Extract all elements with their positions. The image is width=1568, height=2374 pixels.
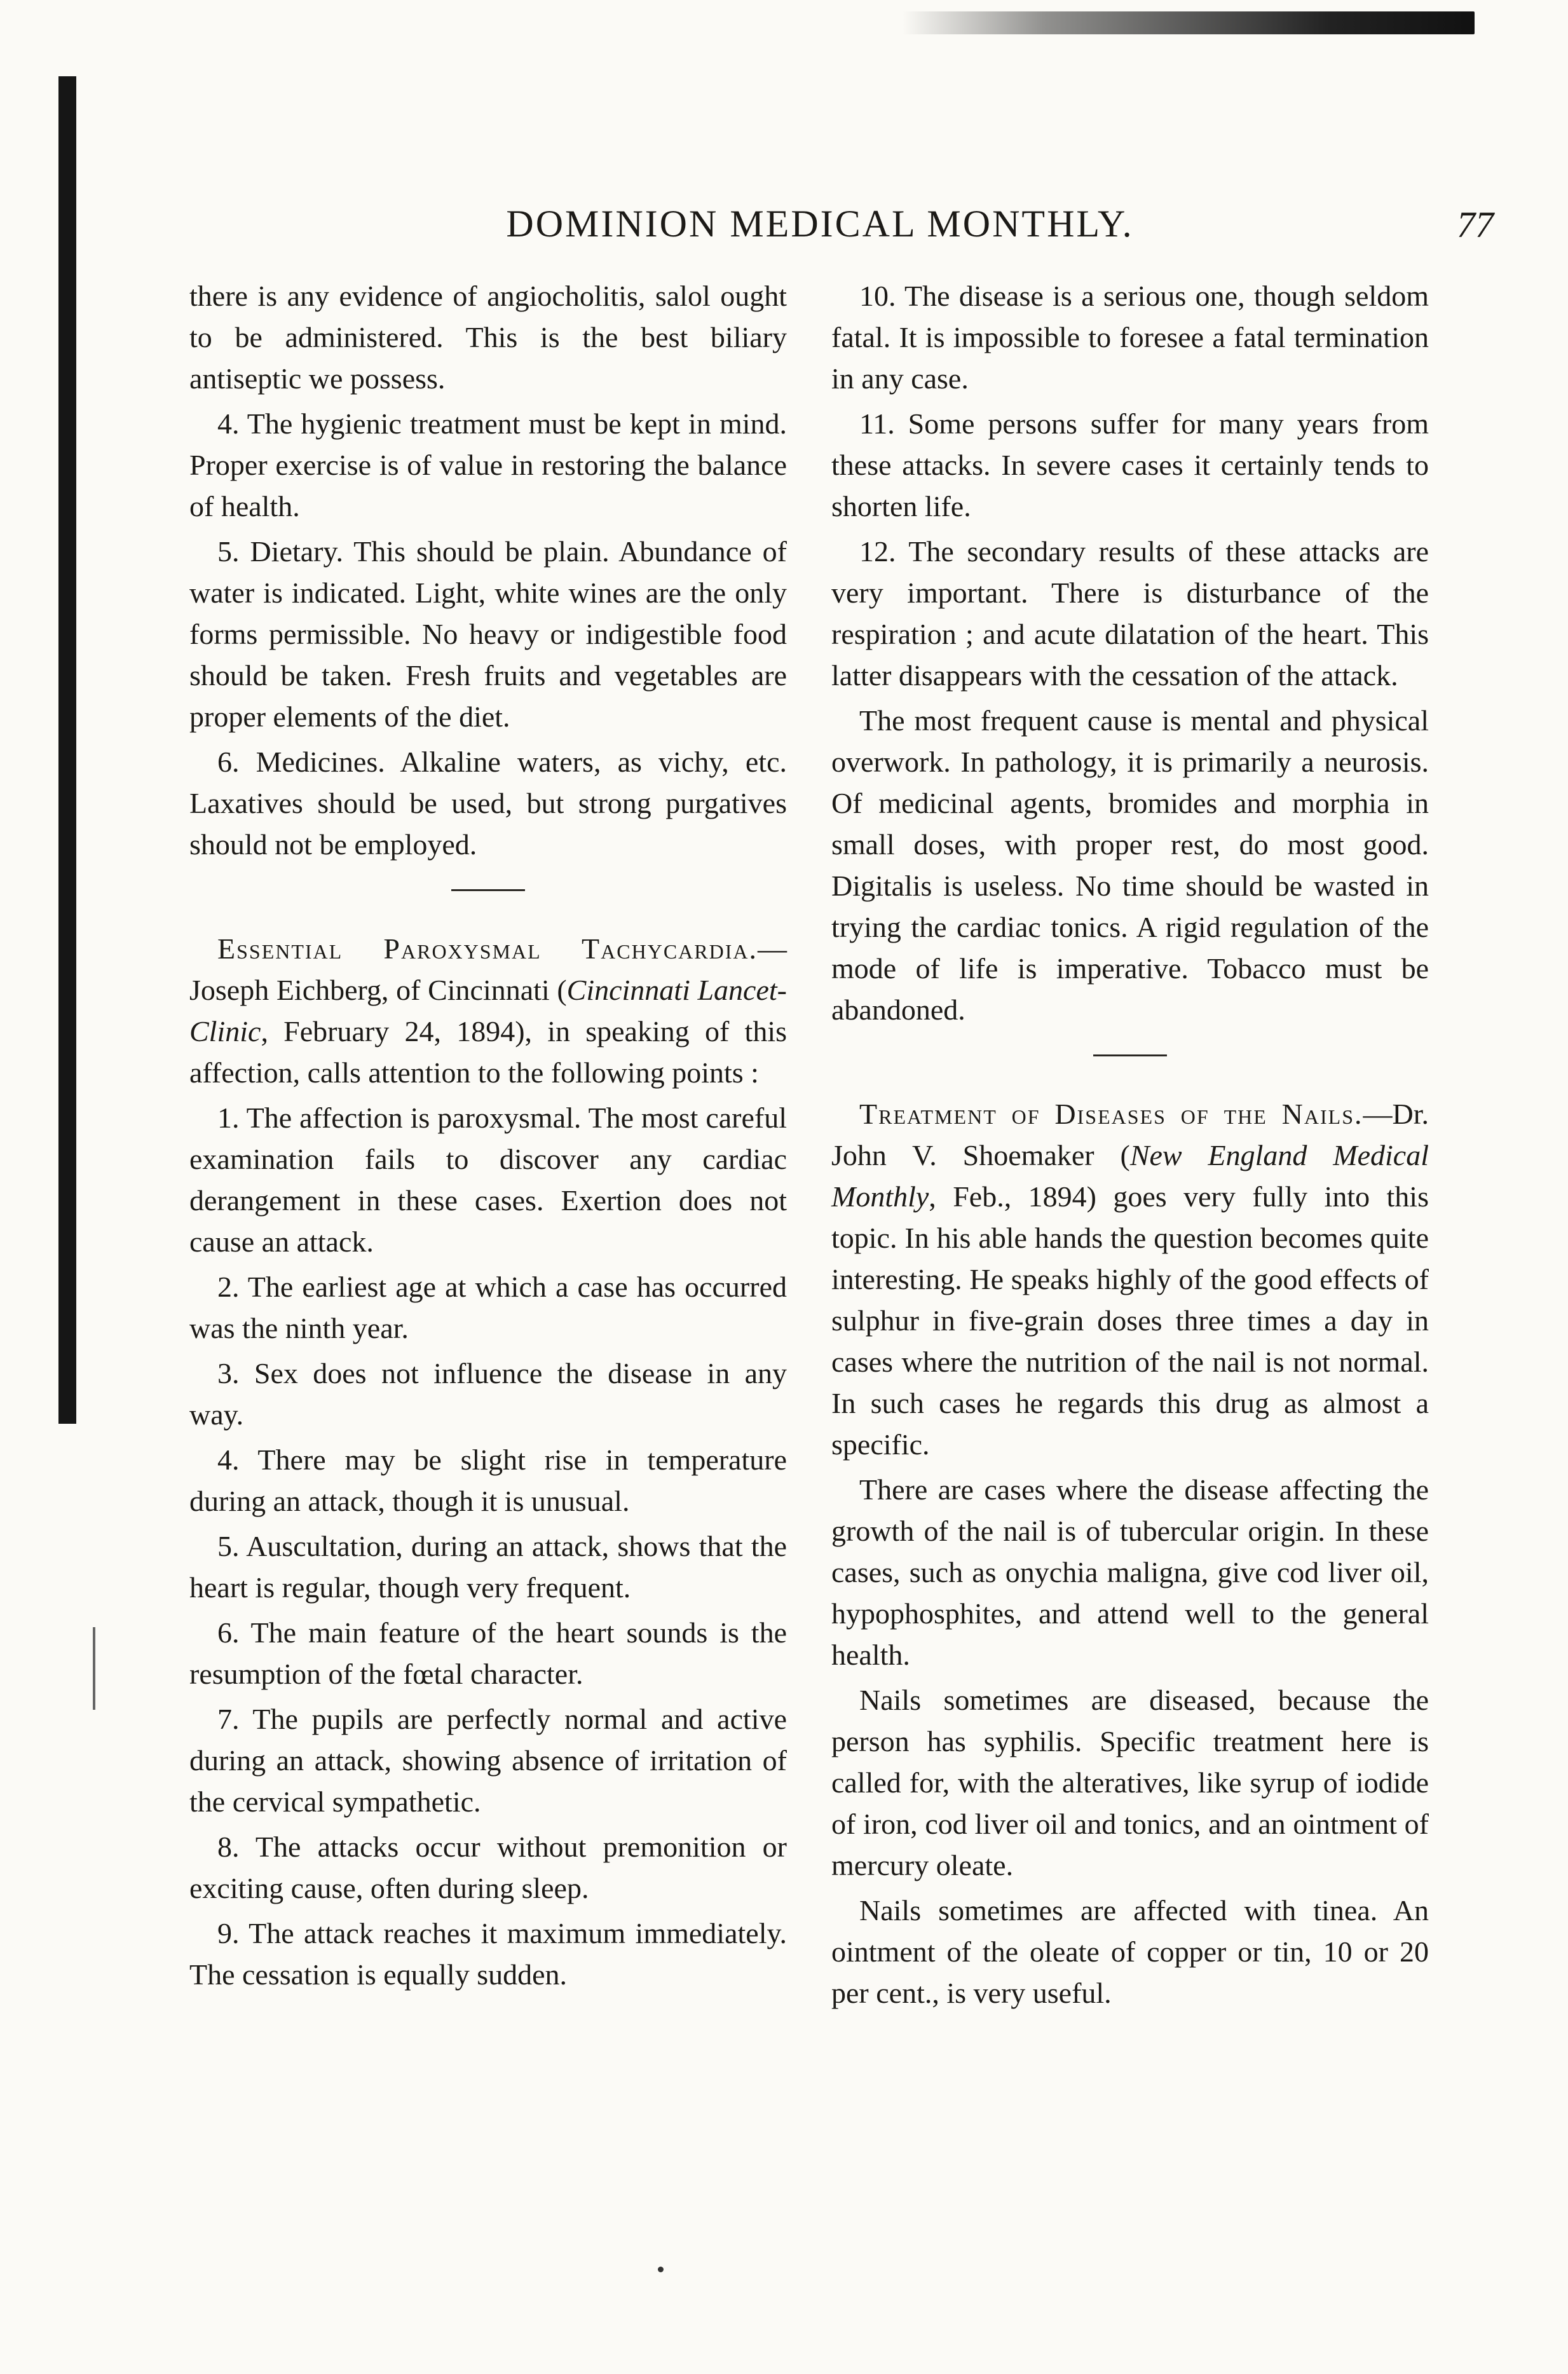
left-column: [189, 275, 787, 1999]
print-mark: [658, 2267, 664, 2272]
paragraph: There are cases where the disease affecting the growth of the nail is of tubercular origin. In these cases, such as onychia maligna, give cod liver oil, hypophosphites, and attend well to the general health.: [831, 1473, 1429, 1671]
numbered-point: 9. The attack reaches it maximum immediately. The cessation is equally sudden.: [189, 1917, 787, 1991]
numbered-point: 12. The secondary results of these attacks are very important. There is disturbance of the respiration ; and acute dilatation of the heart. This latter disappears with the cessation of the attack.: [831, 535, 1429, 692]
numbered-point: 2. The earliest age at which a case has occurred was the ninth year.: [189, 1271, 787, 1344]
paragraph: 4. The hygienic treatment must be kept in mind. Proper exercise is of value in restoring the balance of health.: [189, 407, 787, 522]
section-divider: [1093, 1054, 1167, 1056]
numbered-point: 4. There may be slight rise in temperature during an attack, though it is unusual.: [189, 1443, 787, 1517]
numbered-point: 1. The affection is paroxysmal. The most careful examination fails to discover any cardiac derangement in these cases. Exertion does not cause an attack.: [189, 1102, 787, 1258]
numbered-point: 6. The main feature of the heart sounds is the resumption of the fœtal character.: [189, 1616, 787, 1690]
running-title: DOMINION MEDICAL MONTHLY.: [506, 203, 1134, 245]
article-lead-continued: , February 24, 1894), in speaking of this affection, calls attention to the following points :: [189, 1015, 787, 1089]
article-intro: [831, 1093, 1429, 1465]
journal-title: New England Medical Monthly: [831, 1139, 1429, 1213]
paragraph: Nails sometimes are diseased, because the person has syphilis. Specific treatment here is called for, with the alteratives, like syrup of iodide of iron, cod liver oil and tonics, and an ointment of mercury oleate.: [831, 1684, 1429, 1881]
right-column: [831, 275, 1429, 2017]
section-divider: [451, 889, 525, 891]
binding-edge: [58, 76, 76, 1424]
numbered-point: 10. The disease is a serious one, though seldom fatal. It is impossible to foresee a fatal termination in any case.: [831, 280, 1429, 395]
numbered-point: 7. The pupils are perfectly normal and active during an attack, showing absence of irritation of the cervical sympathetic.: [189, 1703, 787, 1818]
paragraph: Nails sometimes are affected with tinea. An ointment of the oleate of copper or tin, 10 or 20 per cent., is very useful.: [831, 1894, 1429, 2009]
article-intro: [189, 928, 787, 1093]
paragraph: there is any evidence of angiocholitis, salol ought to be administered. This is the best biliary antiseptic we possess.: [189, 280, 787, 395]
paragraph: 6. Medicines. Alkaline waters, as vichy, etc. Laxatives should be used, but strong purgatives should not be employed.: [189, 746, 787, 861]
numbered-point: 5. Auscultation, during an attack, shows that the heart is regular, though very frequent.: [189, 1530, 787, 1604]
numbered-point: 8. The attacks occur without premonition or exciting cause, often during sleep.: [189, 1831, 787, 1904]
article-heading: Essential Paroxysmal Tachycardia.: [217, 932, 758, 965]
article-heading: Treatment of Diseases of the Nails.: [859, 1098, 1363, 1130]
article-lead-continued: , Feb., 1894) goes very fully into this topic. In his able hands the question becomes quite interesting. He speaks highly of the good effects of sulphur in five-grain doses three times a day in cases where the nutrition of the nail is not normal. In such cases he regards this drug as almost a specific.: [831, 1180, 1429, 1461]
article-lead: —Dr. John V. Shoemaker (: [831, 1098, 1429, 1171]
paragraph: 5. Dietary. This should be plain. Abundance of water is indicated. Light, white wines are the only forms permissible. No heavy or indigestible food should be taken. Fresh fruits and vegetables are proper elements of the diet.: [189, 535, 787, 733]
numbered-point: 3. Sex does not influence the disease in any way.: [189, 1357, 787, 1431]
page-number: 77: [1457, 204, 1494, 245]
journal-title: Cincinnati Lancet-Clinic: [189, 974, 787, 1047]
scan-edge-mark: [903, 11, 1475, 34]
page-header: [191, 202, 1494, 256]
binding-mark: [93, 1627, 95, 1710]
article-lead: —Joseph Eichberg, of Cincinnati (: [189, 932, 787, 1006]
numbered-point: 11. Some persons suffer for many years from these attacks. In severe cases it certainly tends to shorten life.: [831, 407, 1429, 522]
paragraph: The most frequent cause is mental and physical overwork. In pathology, it is primarily a neurosis. Of medicinal agents, bromides and morphia in small doses, with proper rest, do most good. Digitalis is useless. No time should be wasted in trying the cardiac tonics. A rigid regulation of the mode of life is imperative. Tobacco must be abandoned.: [831, 704, 1429, 1026]
